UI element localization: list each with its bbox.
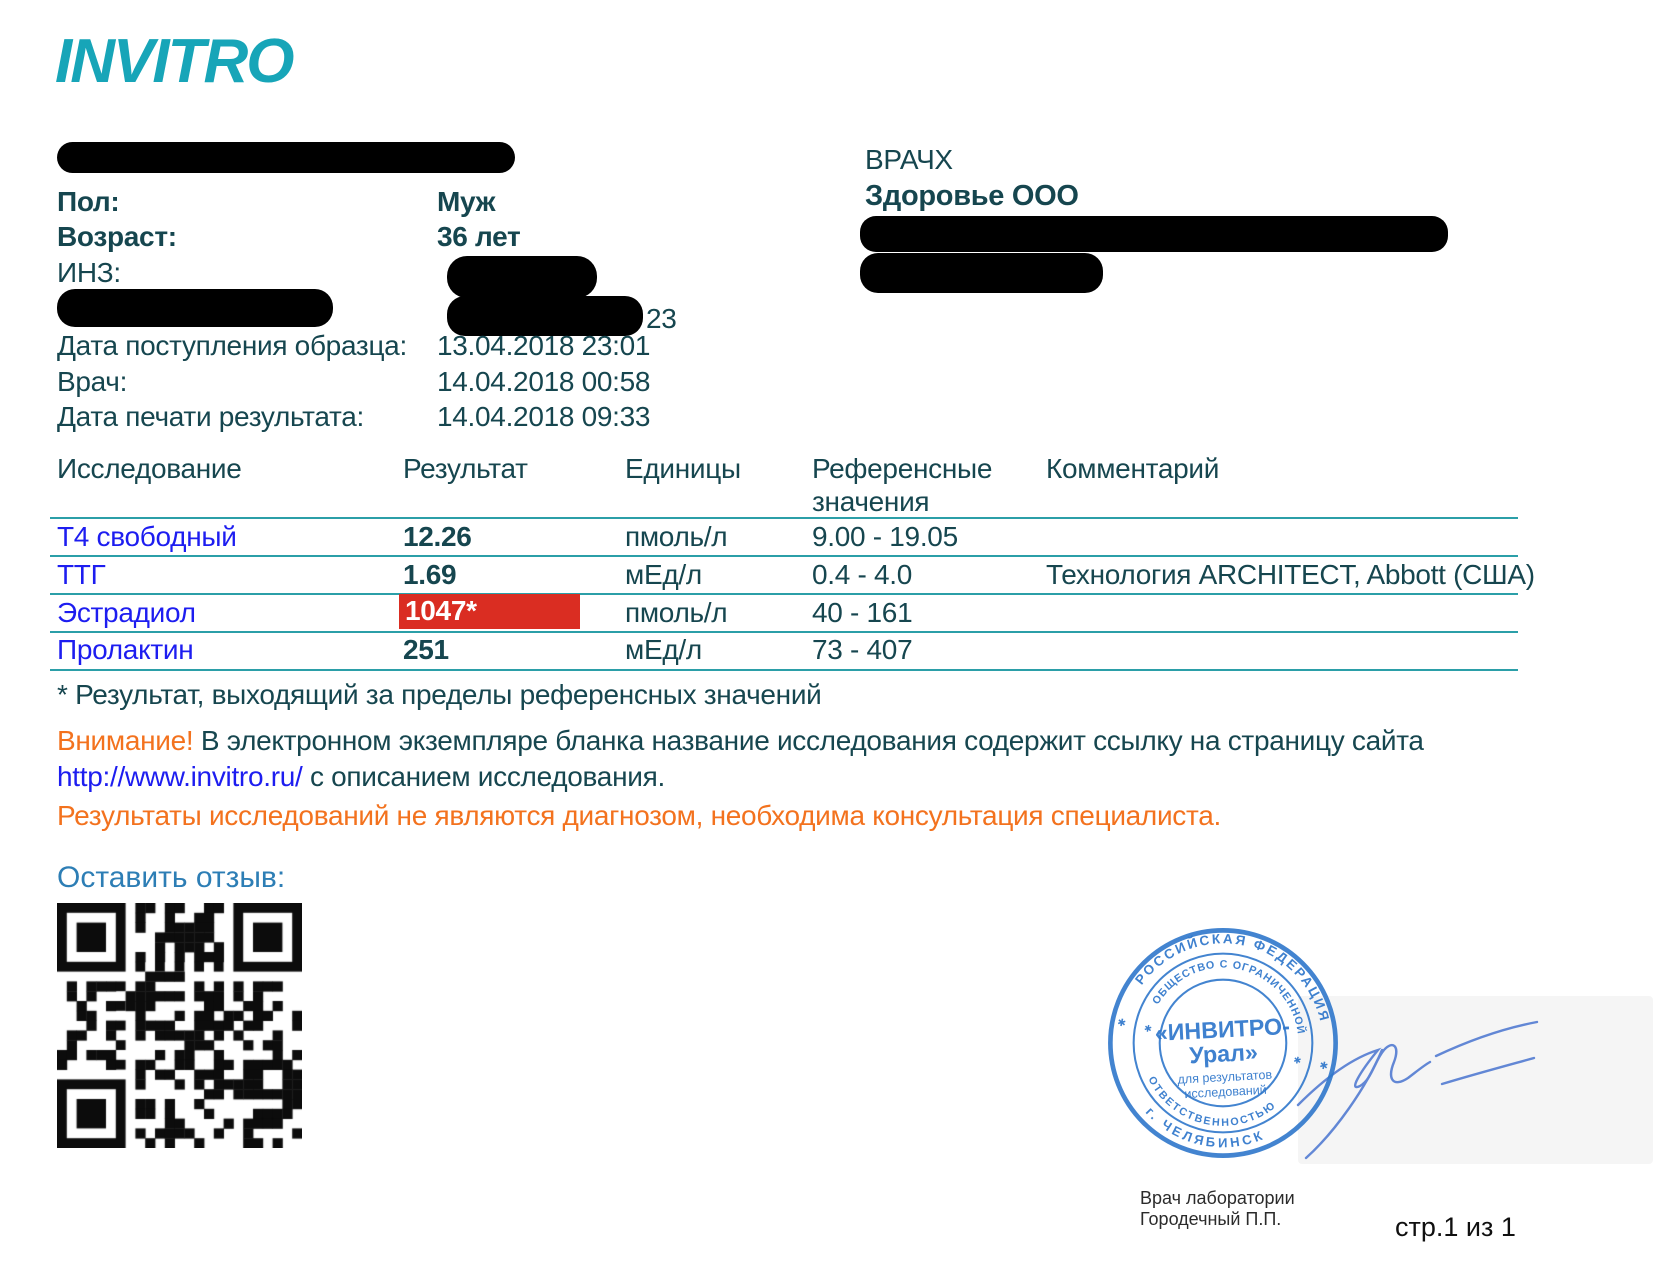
table-rule (50, 669, 1518, 671)
result-value-flagged: 1047* (405, 595, 477, 626)
print-date-value: 14.04.2018 09:33 (437, 401, 651, 432)
stamp-star-icon: ✱ (1292, 1054, 1303, 1067)
lab-doctor-title: Врач лаборатории (1140, 1188, 1295, 1208)
lab-doctor-name: Городечный П.П. (1140, 1209, 1282, 1229)
age-value: 36 лет (437, 221, 521, 252)
test-link-prolactin[interactable]: Пролактин (57, 634, 194, 665)
result-value: 1.69 (403, 559, 457, 590)
sex-value: Муж (437, 186, 496, 217)
redaction-bar-left-row (57, 289, 333, 327)
redaction-bar-inz-value (447, 256, 597, 298)
stamp-center-sub-1: для результатов (1177, 1067, 1273, 1087)
clinic-name: Здоровье ООО (865, 180, 1079, 212)
stamp-star-icon: ✱ (1116, 1017, 1127, 1030)
test-link-estradiol[interactable]: Эстрадиол (57, 597, 196, 628)
header-units: Единицы (625, 453, 741, 484)
footnote-out-of-range: * Результат, выходящий за пределы референсных значений (57, 679, 822, 710)
stamp-star-icon: ✱ (1318, 1060, 1329, 1073)
age-label: Возраст: (57, 221, 177, 252)
partial-number: 23 (646, 303, 677, 334)
stamp-ring-inner-bottom: ОТВЕТСТВЕННОСТЬЮ (1145, 1074, 1279, 1129)
redaction-bar-patient-name (57, 142, 515, 173)
stamp-center-name-2: Урал» (1188, 1038, 1259, 1069)
header-reference (812, 452, 992, 518)
lab-round-stamp (1102, 922, 1344, 1164)
units-value: мЕд/л (625, 634, 702, 665)
reference-value: 9.00 - 19.05 (812, 521, 958, 552)
stamp-ring-outer-bottom: г. ЧЕЛЯБИНСК (1142, 1104, 1268, 1151)
test-link-t4[interactable]: Т4 свободный (57, 521, 237, 552)
reference-value: 40 - 161 (812, 597, 913, 628)
attention-text: В электронном экземпляре бланка название исследования содержит ссылку на страницу сайта (200, 725, 1424, 756)
inz-label: ИНЗ: (57, 257, 121, 288)
redaction-bar-clinic-1 (860, 216, 1448, 252)
stamp-center-sub-2: исследований (1184, 1082, 1268, 1102)
invitro-logo: INVITRO (55, 27, 293, 96)
qr-code (57, 903, 302, 1148)
table-rule (50, 593, 1518, 595)
disclaimer-text: Результаты исследований не являются диагнозом, необходима консультация специалиста. (57, 800, 1221, 831)
comment-value: Технология ARCHITECT, Abbott (США) (1046, 559, 1535, 590)
stamp-ring-inner-top: ОБЩЕСТВО С ОГРАНИЧЕННОЙ (1150, 958, 1307, 1036)
print-date-label: Дата печати результата: (57, 401, 364, 432)
header-reference-line2: значения (812, 486, 930, 517)
stamp-ring-outer-top: РОССИЙСКАЯ ФЕДЕРАЦИЯ (1132, 931, 1333, 1025)
redaction-bar-clinic-2 (860, 253, 1103, 293)
result-value: 12.26 (403, 521, 472, 552)
table-rule (50, 517, 1518, 519)
units-value: пмоль/л (625, 597, 728, 628)
header-test: Исследование (57, 453, 242, 484)
stamp-star-icon: ✱ (1143, 1023, 1153, 1035)
header-reference-line1: Референсные (812, 453, 993, 484)
stamp-center-name-1: «ИНВИТРО- (1154, 1012, 1291, 1046)
header-comment: Комментарий (1046, 453, 1220, 484)
page-number: стр.1 из 1 (1395, 1212, 1516, 1242)
lab-doctor-caption (1140, 1188, 1295, 1230)
attention-paragraph (57, 723, 1507, 795)
units-value: пмоль/л (625, 521, 728, 552)
sample-date-value: 13.04.2018 23:01 (437, 330, 651, 361)
doctor-label: Врач: (57, 366, 128, 397)
table-rule (50, 555, 1518, 557)
header-result: Результат (403, 453, 528, 484)
sample-date-label: Дата поступления образца: (57, 330, 407, 361)
result-value: 251 (403, 634, 449, 665)
sex-label: Пол: (57, 186, 120, 217)
doctor-value: 14.04.2018 00:58 (437, 366, 651, 397)
clinic-code: ВРАЧХ (865, 144, 953, 175)
table-rule (50, 631, 1518, 633)
attention-link-suffix: с описанием исследования. (309, 761, 665, 792)
flagged-result-highlight (399, 594, 580, 629)
attention-label: Внимание! (57, 725, 194, 756)
reference-value: 0.4 - 4.0 (812, 559, 913, 590)
test-link-ttg[interactable]: ТТГ (57, 559, 106, 590)
invitro-link[interactable]: http://www.invitro.ru/ (57, 761, 303, 792)
reference-value: 73 - 407 (812, 634, 913, 665)
feedback-link[interactable]: Оставить отзыв: (57, 861, 286, 894)
units-value: мЕд/л (625, 559, 702, 590)
